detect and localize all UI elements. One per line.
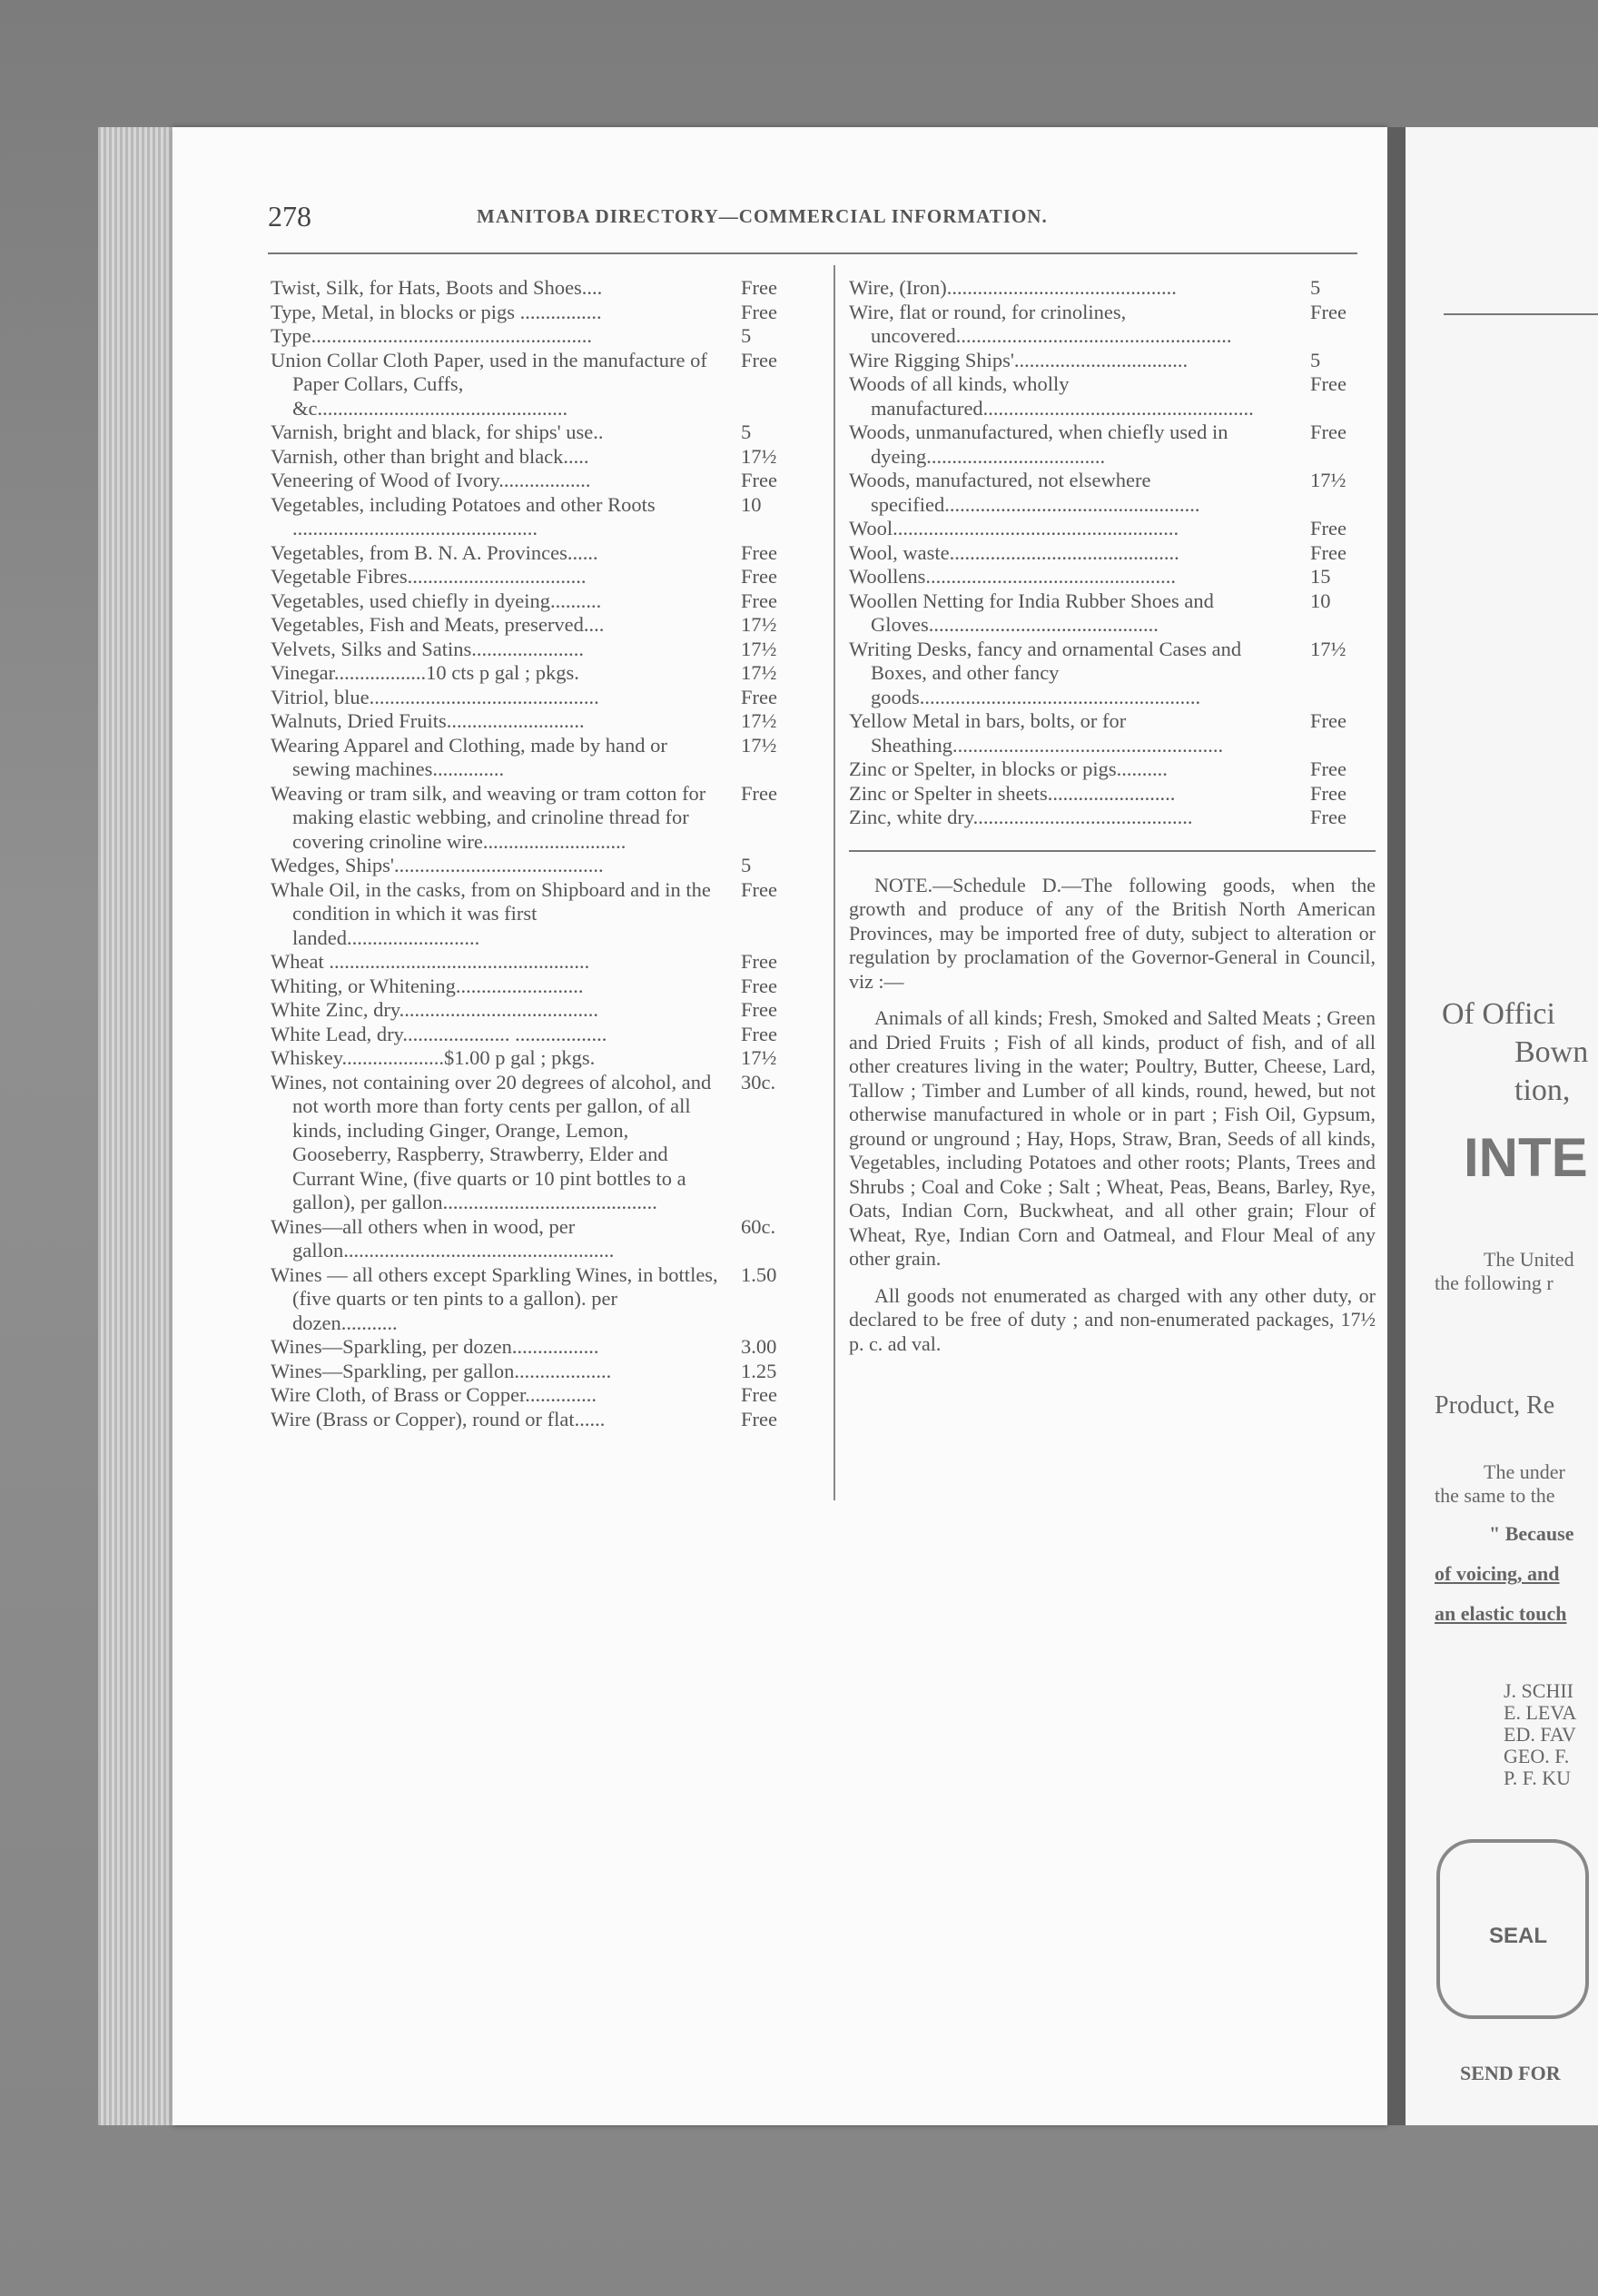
right-page-rule: [1444, 313, 1598, 315]
tariff-item: Velvets, Silks and Satins......................: [271, 637, 585, 660]
tariff-rate: Free: [741, 1407, 777, 1430]
tariff-entry: [849, 349, 1376, 373]
tariff-entry: [271, 782, 806, 855]
note-free-goods: Animals of all kinds; Fresh, Smoked and Salted Meats ; Green and Dried Fruits ; Fish of all kinds, product of fish, and of all other creatures living in the water; Poultry, Butter, Cheese, Lard, Tallow ; Timber and Lumber of all kinds, round, hewed, but not otherwise manufactured in whole or in part ; Fish Oil, Gypsum, ground or unground ; Hay, Hops, Straw, Bran, Seeds of all kinds, Vegetables, including Potatoes and other roots; Plants, Trees and Shrubs ; Coal and Coke ; Salt ; Wheat, Peas, Beans, Barley, Rye, Oats, Indian Corn, Buckwheat, and all other grain; Flour of Wheat, Rye, Indian Corn and Oatmeal, and Flour Meal of any other grain.: [849, 1006, 1376, 1270]
page-number: 278: [268, 200, 311, 233]
tariff-rate: 5: [1310, 348, 1321, 371]
tariff-rate: 17½: [741, 709, 777, 732]
tariff-item: Varnish, other than bright and black.....: [271, 444, 589, 468]
tariff-item: Woods, manufactured, not elsewhere specified..................................................: [849, 469, 1200, 516]
right-page-text-1: The United: [1484, 1248, 1574, 1271]
column-divider: [834, 265, 835, 1500]
tariff-entry: [849, 565, 1376, 589]
tariff-rate: 30c.: [741, 1070, 776, 1094]
tariff-entry: [271, 1335, 806, 1360]
tariff-rate: 15: [1310, 565, 1331, 588]
tariff-item: Weaving or tram silk, and weaving or tram cotton for making elastic webbing, and crinoline thread for covering crinoline wire............................: [271, 781, 706, 853]
tariff-item: Walnuts, Dried Fruits...........................: [271, 709, 585, 732]
seal-label: SEAL: [1489, 1924, 1548, 1948]
tariff-entry: [271, 1360, 806, 1384]
note-non-enumerated: All goods not enumerated as charged with any other duty, or declared to be free of duty ; and non-enumerated packages, 17½ p. c. ad val.: [849, 1283, 1376, 1355]
right-page-text-4: the same to the: [1435, 1484, 1555, 1507]
tariff-item: Zinc or Spelter in sheets.........................: [849, 781, 1176, 805]
tariff-entry: [271, 1383, 806, 1408]
tariff-entry: [849, 469, 1376, 517]
tariff-item: Whiskey....................$1.00 p gal ; pkgs.: [271, 1046, 596, 1069]
tariff-item: Varnish, bright and black, for ships' use..: [271, 421, 604, 443]
tariff-item: Wines—all others when in wood, per gallon.....................................................: [271, 1214, 615, 1262]
tariff-rate: Free: [1310, 517, 1346, 539]
tariff-entry: [271, 349, 806, 421]
tariff-rate: Free: [1310, 709, 1346, 732]
tariff-rate: Free: [741, 950, 777, 973]
tariff-entry: [271, 301, 806, 325]
tariff-item: Zinc or Spelter, in blocks or pigs..........: [849, 757, 1168, 780]
tariff-item: Woollens.................................................: [849, 565, 1177, 588]
tariff-item: Woods, unmanufactured, when chiefly used in dyeing...................................: [849, 421, 1228, 468]
book-page-edges: [98, 127, 180, 2125]
tariff-item: Yellow Metal in bars, bolts, or for Sheathing.....................................................: [849, 709, 1224, 757]
tariff-entry: [271, 613, 806, 638]
right-page-name: P. F. KU: [1504, 1767, 1572, 1789]
tariff-item: Wire Rigging Ships'..................................: [849, 348, 1189, 371]
book-gutter: [1387, 127, 1406, 2125]
tariff-rate: 5: [1310, 276, 1321, 299]
note-rule: [849, 850, 1376, 852]
tariff-rate: Free: [741, 998, 777, 1021]
right-page-heading-1: Of Offici: [1442, 997, 1555, 1031]
tariff-item: Vitriol, blue.............................................: [271, 685, 599, 708]
right-page-name: E. LEVA: [1504, 1701, 1577, 1724]
tariff-entry: [849, 372, 1376, 421]
tariff-rate: Free: [741, 348, 777, 371]
tariff-entry: [849, 517, 1376, 541]
tariff-item: Wool........................................................: [849, 517, 1179, 539]
tariff-entry: [849, 301, 1376, 349]
tariff-entry: [849, 589, 1376, 638]
right-page-heading-3: tion,: [1514, 1074, 1571, 1107]
tariff-item: Wire (Brass or Copper), round or flat......: [271, 1407, 606, 1430]
tariff-rate: Free: [741, 589, 777, 612]
tariff-entry: [271, 445, 806, 470]
tariff-item: Vegetables, from B. N. A. Provinces......: [271, 540, 598, 564]
tariff-item: White Zinc, dry.......................................: [271, 998, 598, 1021]
tariff-rate: Free: [1310, 540, 1346, 564]
tariff-entry: [271, 1046, 806, 1071]
tariff-rate: 17½: [741, 444, 777, 468]
right-page-big-title: INTE: [1464, 1127, 1588, 1188]
tariff-entry: [849, 709, 1376, 757]
tariff-entry: [271, 1023, 806, 1047]
tariff-entry: [271, 541, 806, 566]
tariff-entry: [271, 661, 806, 686]
tariff-item: Wines — all others except Sparkling Wines, in bottles, (five quarts or ten pints to a gallon). per dozen...........: [271, 1262, 718, 1334]
tariff-item: Vegetables, used chiefly in dyeing..........: [271, 589, 602, 612]
tariff-item: White Lead, dry..................... ..................: [271, 1022, 607, 1045]
tariff-rate: 17½: [741, 1046, 777, 1069]
tariff-entry: [271, 1071, 806, 1215]
tariff-rate: 5: [741, 854, 752, 876]
tariff-rate: Free: [1310, 757, 1346, 780]
tariff-entry: [271, 975, 806, 999]
tariff-item: Whiting, or Whitening.........................: [271, 974, 584, 997]
tariff-rate: 17½: [741, 661, 777, 684]
tariff-item: Wedges, Ships'.........................................: [271, 854, 604, 876]
tariff-entry: [849, 757, 1376, 782]
tariff-rate: Free: [1310, 806, 1346, 828]
tariff-list-right: [849, 276, 1376, 1369]
tariff-item: Wines—Sparkling, per gallon...................: [271, 1359, 612, 1382]
tariff-rate: Free: [741, 469, 777, 491]
tariff-item: Wearing Apparel and Clothing, made by hand or sewing machines..............: [271, 733, 667, 780]
tariff-item: Woollen Netting for India Rubber Shoes and Gloves.............................................: [849, 589, 1214, 636]
right-page-text-5: of voicing, and: [1435, 1562, 1560, 1585]
tariff-item: Vegetables, Fish and Meats, preserved....: [271, 613, 605, 636]
tariff-rate: 10: [1310, 589, 1331, 612]
tariff-rate: 10: [741, 492, 762, 516]
tariff-rate: Free: [1310, 372, 1346, 395]
tariff-rate: Free: [741, 974, 777, 997]
right-page-heading-2: Bown: [1514, 1035, 1589, 1069]
tariff-item: Woods of all kinds, wholly manufactured.....................................................: [849, 372, 1254, 420]
tariff-rate: 5: [741, 421, 752, 443]
tariff-entry: [849, 276, 1376, 301]
tariff-rate: Free: [741, 877, 777, 901]
tariff-rate: Free: [741, 300, 777, 323]
tariff-rate: Free: [741, 781, 777, 805]
tariff-item: Union Collar Cloth Paper, used in the manufacture of Paper Collars, Cuffs, &c.................................................: [271, 348, 707, 420]
tariff-entry: [271, 1263, 806, 1336]
tariff-rate: 17½: [1310, 637, 1346, 660]
tariff-item: Vegetables, including Potatoes and other Roots ................................................: [271, 492, 656, 539]
tariff-entry: [271, 493, 806, 541]
tariff-entry: [271, 998, 806, 1023]
right-page-name: J. SCHII: [1504, 1679, 1574, 1702]
tariff-item: Zinc, white dry...........................................: [849, 806, 1193, 828]
tariff-entry: [271, 1215, 806, 1263]
tariff-rate: 17½: [1310, 469, 1346, 491]
right-page-footer: SEND FOR: [1460, 2062, 1561, 2084]
header-rule: [268, 252, 1357, 254]
tariff-entry: [849, 421, 1376, 469]
tariff-entry: [271, 950, 806, 975]
tariff-entry: [271, 469, 806, 493]
tariff-rate: 1.25: [741, 1359, 777, 1382]
tariff-entry: [849, 638, 1376, 710]
note-schedule-d: NOTE.—Schedule D.—The following goods, when the growth and produce of any of the British North American Provinces, may be imported free of duty, subject to alteration or regulation by proclamation of the Governor-General in Council, viz :—: [849, 873, 1376, 993]
tariff-entry: [271, 686, 806, 710]
tariff-entry: [271, 854, 806, 878]
tariff-rate: 17½: [741, 637, 777, 660]
tariff-list-left: [271, 276, 806, 1431]
tariff-entry: [271, 324, 806, 349]
tariff-item: Wheat ...................................................: [271, 950, 590, 973]
right-page-name: ED. FAV: [1504, 1723, 1576, 1746]
tariff-rate: Free: [1310, 781, 1346, 805]
tariff-item: Vegetable Fibres...................................: [271, 565, 587, 588]
tariff-entry: [271, 734, 806, 782]
tariff-rate: Free: [1310, 421, 1346, 443]
tariff-entry: [271, 709, 806, 734]
page-header: [268, 200, 1357, 236]
tariff-rate: 1.50: [741, 1262, 777, 1286]
right-page-text-6: an elastic touch: [1435, 1602, 1567, 1625]
tariff-item: Type, Metal, in blocks or pigs ................: [271, 300, 602, 323]
tariff-rate: 17½: [741, 733, 777, 757]
running-title: MANITOBA DIRECTORY—COMMERCIAL INFORMATION.: [477, 205, 1048, 227]
tariff-entry: [271, 421, 806, 445]
tariff-entry: [271, 276, 806, 301]
tariff-entry: [271, 878, 806, 951]
tariff-rate: Free: [741, 540, 777, 564]
tariff-item: Whale Oil, in the casks, from on Shipboard and in the condition in which it was first landed..........................: [271, 877, 711, 949]
right-page-text-2: the following r: [1435, 1272, 1554, 1294]
tariff-rate: 17½: [741, 613, 777, 636]
tariff-rate: 5: [741, 324, 752, 347]
right-page-product: Product, Re: [1435, 1391, 1555, 1420]
right-page-text-3: The under: [1484, 1460, 1565, 1483]
tariff-rate: Free: [741, 685, 777, 708]
tariff-item: Veneering of Wood of Ivory..................: [271, 469, 591, 491]
right-page-quote: " Because: [1489, 1522, 1574, 1545]
tariff-entry: [271, 1408, 806, 1432]
tariff-entry: [271, 589, 806, 614]
tariff-item: Wines—Sparkling, per dozen.................: [271, 1335, 599, 1358]
tariff-entry: [271, 565, 806, 589]
tariff-item: Twist, Silk, for Hats, Boots and Shoes....: [271, 276, 603, 299]
right-page-names: [1504, 1680, 1576, 1789]
tariff-rate: 60c.: [741, 1214, 776, 1238]
tariff-entry: [849, 806, 1376, 830]
tariff-rate: Free: [741, 276, 777, 299]
tariff-rate: Free: [741, 1383, 777, 1406]
tariff-entry: [849, 541, 1376, 566]
tariff-rate: Free: [741, 1022, 777, 1045]
tariff-item: Wool, waste.............................................: [849, 540, 1179, 564]
tariff-entry: [271, 638, 806, 662]
tariff-item: Wines, not containing over 20 degrees of alcohol, and not worth more than forty cents per gallon, of all kinds, including Ginger, Orange, Lemon, Gooseberry, Raspberry, Strawberry, Elder and Currant Wine, (five quarts or 10 pint bottles to a gallon), per gallon..........................................: [271, 1070, 712, 1213]
tariff-rate: Free: [1310, 300, 1346, 323]
tariff-entry: [849, 782, 1376, 807]
tariff-item: Vinegar..................10 cts p gal ; pkgs.: [271, 661, 579, 684]
tariff-item: Wire Cloth, of Brass or Copper..............: [271, 1383, 597, 1406]
tariff-item: Writing Desks, fancy and ornamental Cases and Boxes, and other fancy goods.......................................................: [849, 637, 1242, 708]
right-page-name: GEO. F.: [1504, 1745, 1570, 1767]
tariff-item: Wire, flat or round, for crinolines, uncovered......................................................: [849, 300, 1232, 347]
tariff-rate: Free: [741, 565, 777, 588]
tariff-item: Wire, (Iron).............................................: [849, 276, 1177, 299]
tariff-item: Type.......................................................: [271, 324, 593, 347]
tariff-rate: 3.00: [741, 1335, 777, 1358]
